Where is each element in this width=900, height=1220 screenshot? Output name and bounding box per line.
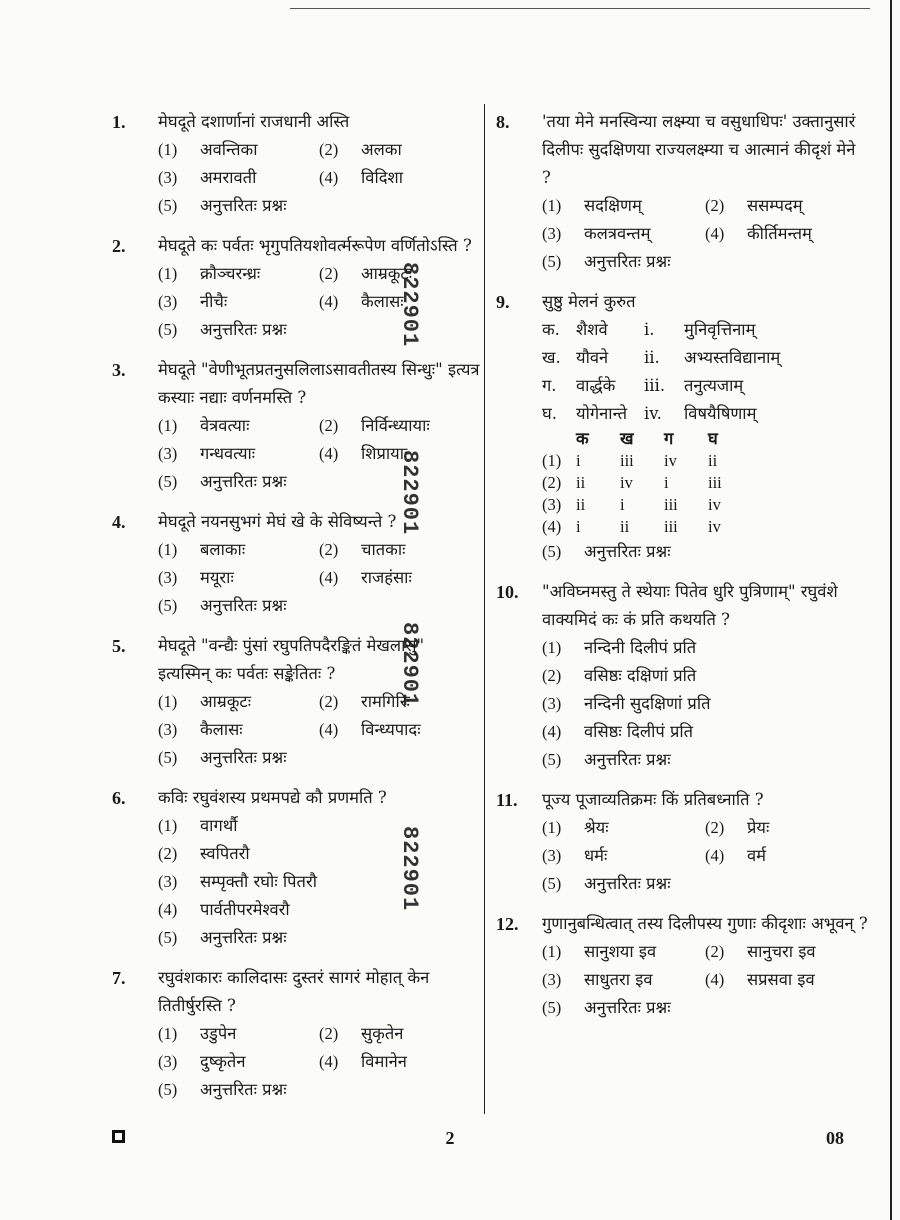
- option-number: (1): [158, 816, 178, 835]
- grid-cell: i: [576, 517, 581, 536]
- option-3: [542, 966, 705, 994]
- option-number: (3): [158, 444, 178, 463]
- option-1: [542, 192, 705, 220]
- top-rule: [290, 8, 870, 9]
- option-5: [158, 468, 319, 496]
- option-1: [542, 814, 705, 842]
- option-4: [319, 164, 480, 192]
- option-3: [542, 690, 868, 718]
- option-4: [542, 718, 868, 746]
- match-cell: मुनिवृत्तिनाम्: [684, 320, 756, 339]
- option-number: (1): [542, 818, 562, 837]
- option-number: (1): [542, 638, 562, 657]
- option-text: वसिष्ठः दक्षिणां प्रति: [584, 666, 697, 685]
- option-number: (2): [542, 666, 562, 685]
- option-text: साधुतरा इव: [584, 970, 653, 989]
- option-text: बलाकाः: [200, 540, 246, 559]
- option-number: (4): [319, 168, 339, 187]
- option-number: (5): [158, 748, 178, 767]
- options-list: [542, 938, 868, 1022]
- option-text: अनुत्तरितः प्रश्नः: [584, 750, 671, 769]
- option-number: (2): [319, 540, 339, 559]
- match-cell: iv.: [644, 404, 662, 423]
- option-5: [542, 994, 705, 1022]
- grid-cell: iv: [620, 473, 633, 492]
- options-list: [158, 412, 480, 496]
- grid-cell: (4): [542, 517, 562, 536]
- option-number: (3): [542, 970, 562, 989]
- question-3: [112, 356, 480, 496]
- option-2: [319, 1020, 480, 1048]
- grid-cell: ii: [576, 473, 586, 492]
- option-number: (1): [158, 416, 178, 435]
- options-list: [542, 814, 868, 898]
- option-text: आम्रकूटः: [200, 692, 252, 711]
- question-text: कविः रघुवंशस्य प्रथमपद्ये कौ प्रणमति ?: [158, 788, 387, 807]
- option-number: (5): [158, 928, 178, 947]
- grid-cell: (2): [542, 473, 562, 492]
- option-5: [158, 592, 319, 620]
- option-number: (2): [319, 264, 339, 283]
- grid-cell: i: [664, 473, 669, 492]
- option-text: कैलासः: [200, 720, 243, 739]
- option-text: नन्दिनी दिलीपं प्रति: [584, 638, 697, 657]
- grid-header: घ: [708, 429, 718, 448]
- option-number: (4): [319, 720, 339, 739]
- option-5: [158, 924, 480, 952]
- question-number: 7.: [112, 968, 126, 988]
- question-text: मेघदूते कः पर्वतः भृगुपतियशोवर्त्मरूपेण वर्णितोऽस्ति ?: [158, 236, 472, 255]
- question-text: सुष्ठु मेलनं कुरुत: [542, 292, 636, 311]
- option-3: [158, 440, 319, 468]
- option-number: (5): [158, 320, 178, 339]
- question-text: गुणानुबन्धित्वात् तस्य दिलीपस्य गुणाः कीदृशाः अभूवन् ?: [542, 914, 868, 933]
- option-number: (3): [542, 224, 562, 243]
- question-text: मेघदूते "वेणीभूतप्रतनुसलिलाऽसावतीतस्य सिन्धुः" इत्यत्र कस्याः नद्याः वर्णनमस्ति ?: [158, 360, 480, 407]
- option-5: [542, 248, 705, 276]
- option-2: [705, 938, 868, 966]
- grid-cell: iv: [708, 495, 721, 514]
- option-text: अलका: [361, 140, 402, 159]
- option-number: (5): [542, 252, 562, 271]
- option-1: [158, 1020, 319, 1048]
- options-list: [158, 260, 480, 344]
- option-5: [158, 744, 319, 772]
- question-5: [112, 632, 480, 772]
- option-3: [542, 220, 705, 248]
- option-2: [319, 688, 480, 716]
- match-cell: वार्द्धके: [576, 376, 616, 395]
- option-text: अनुत्तरितः प्रश्नः: [200, 472, 287, 491]
- question-number: 1.: [112, 112, 126, 132]
- options-list: [158, 136, 480, 220]
- option-number: (5): [542, 542, 562, 561]
- option-5: [542, 870, 705, 898]
- option-text: अनुत्तरितः प्रश्नः: [584, 542, 671, 561]
- option-4: [319, 1048, 480, 1076]
- page-marker-icon: [112, 1130, 125, 1143]
- question-text: रघुवंशकारः कालिदासः दुस्तरं सागरं मोहात् केन तितीर्षुरस्ति ?: [158, 968, 430, 1015]
- option-text: वागर्थौ: [200, 816, 238, 835]
- option-2: [705, 814, 868, 842]
- option-4: [158, 896, 480, 924]
- option-text: निर्विन्ध्यायाः: [361, 416, 430, 435]
- option-text: अनुत्तरितः प्रश्नः: [200, 320, 287, 339]
- grid-header: [542, 428, 576, 450]
- grid-cell: iv: [664, 451, 677, 470]
- option-number: (1): [542, 196, 562, 215]
- match-cell: क.: [542, 320, 560, 339]
- option-number: (1): [158, 692, 178, 711]
- question-number: 5.: [112, 636, 126, 656]
- serial-stamp: 822901: [397, 450, 422, 536]
- option-text: अमरावती: [200, 168, 257, 187]
- option-2: [319, 412, 480, 440]
- option-text: राजहंसाः: [361, 568, 412, 587]
- option-4: [705, 966, 868, 994]
- option-2: [158, 840, 480, 868]
- options-list: [542, 192, 868, 276]
- option-text: सानुशया इव: [584, 942, 657, 961]
- option-number: (4): [542, 722, 562, 741]
- option-text: गन्धवत्याः: [200, 444, 256, 463]
- option-text: अनुत्तरितः प्रश्नः: [584, 252, 671, 271]
- option-number: (2): [705, 818, 725, 837]
- option-number: (1): [158, 140, 178, 159]
- question-6: [112, 784, 480, 952]
- option-text: चातकाः: [361, 540, 406, 559]
- option-number: (2): [319, 692, 339, 711]
- option-number: (5): [158, 1080, 178, 1099]
- option-number: (3): [158, 568, 178, 587]
- option-text: अवन्तिका: [200, 140, 258, 159]
- option-1: [158, 260, 319, 288]
- grid-cell: iii: [664, 495, 678, 514]
- serial-stamp: 822901: [397, 826, 422, 912]
- option-3: [158, 1048, 319, 1076]
- option-text: सुकृतेन: [361, 1024, 404, 1043]
- question-2: [112, 232, 480, 344]
- grid-cell: iii: [620, 451, 634, 470]
- option-text: श्रेयः: [584, 818, 609, 837]
- option-3: [158, 164, 319, 192]
- option-number: (5): [542, 874, 562, 893]
- option-number: (2): [158, 844, 178, 863]
- option-text: वसिष्ठः दिलीपं प्रति: [584, 722, 694, 741]
- option-text: अनुत्तरितः प्रश्नः: [200, 748, 287, 767]
- option-2: [319, 536, 480, 564]
- option-number: (4): [705, 846, 725, 865]
- option-number: (4): [319, 1052, 339, 1071]
- match-cell: विषयैषिणाम्: [684, 404, 757, 423]
- question-text: 'तया मेने मनस्विन्या लक्ष्म्या च वसुधाधिपः' उक्तानुसारं दिलीपः सुदक्षिणया राज्यलक्ष्म्या च आत्मानं कीदृशं मेने ?: [542, 112, 856, 187]
- option-number: (5): [158, 196, 178, 215]
- option-number: (3): [158, 872, 178, 891]
- match-cell: तनुत्यजाम्: [684, 376, 744, 395]
- question-7: [112, 964, 480, 1104]
- option-number: (4): [319, 568, 339, 587]
- option-text: अनुत्तरितः प्रश्नः: [200, 928, 287, 947]
- option-4: [319, 288, 480, 316]
- option-3: [158, 288, 319, 316]
- serial-stamp: 822901: [397, 622, 422, 708]
- serial-stamp: 822901: [397, 262, 422, 348]
- option-1: [158, 412, 319, 440]
- question-text: मेघदूते "वन्द्यैः पुंसां रघुपतिपदैरङ्कितं मेखलासु" इत्यस्मिन् कः पर्वतः सङ्केतितः ?: [158, 636, 425, 683]
- left-column: [112, 108, 480, 1116]
- option-1: [158, 136, 319, 164]
- option-text: शिप्रायाः: [361, 444, 408, 463]
- question-4: [112, 508, 480, 620]
- grid-header: क: [576, 429, 589, 448]
- option-text: कीर्तिमन्तम्: [747, 224, 812, 243]
- question-number: 9.: [496, 292, 510, 312]
- option-5: [542, 746, 868, 774]
- option-text: अनुत्तरितः प्रश्नः: [200, 196, 287, 215]
- grid-cell: iii: [664, 517, 678, 536]
- option-text: दुष्कृतेन: [200, 1052, 246, 1071]
- match-row: [542, 372, 868, 400]
- question-number: 12.: [496, 914, 519, 934]
- question-12: [496, 910, 868, 1022]
- option-text: नन्दिनी सुदक्षिणां प्रति: [584, 694, 711, 713]
- option-number: (4): [705, 970, 725, 989]
- option-number: (1): [158, 1024, 178, 1043]
- option-number: (3): [158, 168, 178, 187]
- grid-header: ख: [620, 429, 634, 448]
- page-edge: [890, 0, 892, 1220]
- grid-cell: i: [620, 495, 625, 514]
- grid-cell: (3): [542, 495, 562, 514]
- option-number: (5): [158, 472, 178, 491]
- option-number: (3): [542, 846, 562, 865]
- grid-cell: i: [576, 451, 581, 470]
- option-text: विदिशा: [361, 168, 403, 187]
- option-2: [705, 192, 868, 220]
- options-list: [158, 1020, 480, 1104]
- question-10: [496, 578, 868, 774]
- match-cell: iii.: [644, 376, 666, 395]
- match-cell: ग.: [542, 376, 557, 395]
- option-text: सम्पृक्तौ रघोः पितरौ: [200, 872, 317, 891]
- question-number: 6.: [112, 788, 126, 808]
- option-text: सानुचरा इव: [747, 942, 816, 961]
- grid-cell: iv: [708, 517, 721, 536]
- question-text: मेघदूते दशार्णानां राजधानी अस्ति: [158, 112, 350, 131]
- option-number: (5): [542, 998, 562, 1017]
- option-text: आम्रकूटः: [361, 264, 413, 283]
- option-5: [158, 1076, 319, 1104]
- options-list: [542, 634, 868, 774]
- option-number: (1): [158, 264, 178, 283]
- option-2: [542, 662, 868, 690]
- match-row: [542, 344, 868, 372]
- options-list: [158, 812, 480, 952]
- question-number: 2.: [112, 236, 126, 256]
- grid-cell: (1): [542, 451, 562, 470]
- option-1: [542, 938, 705, 966]
- question-11: [496, 786, 868, 898]
- grid-header: ग: [664, 429, 674, 448]
- match-cell: अभ्यस्तविद्यानाम्: [684, 348, 781, 367]
- option-4: [705, 842, 868, 870]
- option-number: (2): [319, 416, 339, 435]
- grid-cell: iii: [708, 473, 722, 492]
- option-4: [319, 440, 480, 468]
- option-text: वर्म: [747, 846, 767, 865]
- option-number: (4): [319, 292, 339, 311]
- option-text: पार्वतीपरमेश्वरौ: [200, 900, 290, 919]
- option-1: [542, 634, 868, 662]
- option-text: उडुपेन: [200, 1024, 237, 1043]
- option-2: [319, 136, 480, 164]
- option-text: विमानेन: [361, 1052, 407, 1071]
- option-1: [158, 536, 319, 564]
- option-text: अनुत्तरितः प्रश्नः: [584, 874, 671, 893]
- option-4: [705, 220, 868, 248]
- page-number: 2: [445, 1128, 455, 1148]
- option-1: [158, 688, 319, 716]
- option-number: (1): [158, 540, 178, 559]
- question-number: 3.: [112, 360, 126, 380]
- options-list: [158, 688, 480, 772]
- question-8: [496, 108, 868, 276]
- question-9: [496, 288, 868, 566]
- option-text: क्रौञ्चरन्ध्रः: [200, 264, 261, 283]
- match-cell: ख.: [542, 348, 561, 367]
- option-number: (2): [319, 140, 339, 159]
- option-3: [542, 842, 705, 870]
- option-text: मयूराः: [200, 568, 234, 587]
- option-text: विन्ध्यपादः: [361, 720, 421, 739]
- match-cell: i.: [644, 320, 655, 339]
- option-number: (3): [158, 720, 178, 739]
- option-number: (3): [158, 1052, 178, 1071]
- question-number: 4.: [112, 512, 126, 532]
- option-text: कलत्रवन्तम्: [584, 224, 651, 243]
- option-3: [158, 564, 319, 592]
- option-number: (5): [542, 750, 562, 769]
- option-number: (2): [705, 196, 725, 215]
- match-cell: घ.: [542, 404, 557, 423]
- answer-grid: [542, 428, 868, 538]
- option-3: [158, 716, 319, 744]
- option-number: (4): [705, 224, 725, 243]
- question-1: [112, 108, 480, 220]
- option-number: (5): [158, 596, 178, 615]
- match-row: [542, 316, 868, 344]
- question-number: 11.: [496, 790, 518, 810]
- option-text: नीचैः: [200, 292, 228, 311]
- option-number: (2): [319, 1024, 339, 1043]
- question-text: "अविघ्नमस्तु ते स्थेयाः पितेव धुरि पुत्रिणाम्" रघुवंशे वाक्यमिदं कः कं प्रति कथयति ?: [542, 582, 838, 629]
- option-4: [319, 716, 480, 744]
- match-cell: यौवने: [576, 348, 609, 367]
- right-column: [496, 108, 868, 1034]
- match-cell: ii.: [644, 348, 660, 367]
- option-text: वेत्रवत्याः: [200, 416, 250, 435]
- question-number: 10.: [496, 582, 519, 602]
- option-text: अनुत्तरितः प्रश्नः: [200, 1080, 287, 1099]
- option-1: [158, 812, 480, 840]
- option-text: कैलासः: [361, 292, 404, 311]
- option-3: [158, 868, 480, 896]
- match-row: [542, 400, 868, 428]
- option-text: स्वपितरौ: [200, 844, 250, 863]
- option-5: [158, 316, 319, 344]
- match-cell: शैशवे: [576, 320, 608, 339]
- right-questions: [496, 578, 868, 1022]
- option-5: [158, 192, 319, 220]
- option-5: [542, 538, 868, 566]
- match-cell: योगेनान्ते: [576, 404, 628, 423]
- option-number: (2): [705, 942, 725, 961]
- option-number: (4): [319, 444, 339, 463]
- option-text: प्रेयः: [747, 818, 770, 837]
- option-text: धर्मः: [584, 846, 608, 865]
- options-list: [158, 536, 480, 620]
- option-number: (1): [542, 942, 562, 961]
- grid-cell: ii: [620, 517, 630, 536]
- option-number: (4): [158, 900, 178, 919]
- booklet-code: 08: [826, 1128, 844, 1148]
- option-text: अनुत्तरितः प्रश्नः: [584, 998, 671, 1017]
- option-4: [319, 564, 480, 592]
- grid-cell: ii: [576, 495, 586, 514]
- option-text: रामगिरिः: [361, 692, 410, 711]
- column-divider: [484, 104, 485, 1114]
- question-text: पूज्य पूजाव्यतिक्रमः किं प्रतिबध्नाति ?: [542, 790, 764, 809]
- option-number: (3): [158, 292, 178, 311]
- question-number: 8.: [496, 112, 510, 132]
- option-text: सप्रसवा इव: [747, 970, 815, 989]
- option-text: अनुत्तरितः प्रश्नः: [200, 596, 287, 615]
- option-number: (3): [542, 694, 562, 713]
- question-text: मेघदूते नयनसुभगं मेघं खे के सेविष्यन्ते ?: [158, 512, 397, 531]
- option-2: [319, 260, 480, 288]
- grid-cell: ii: [708, 451, 718, 470]
- option-text: सदक्षिणम्: [584, 196, 642, 215]
- option-text: ससम्पदम्: [747, 196, 803, 215]
